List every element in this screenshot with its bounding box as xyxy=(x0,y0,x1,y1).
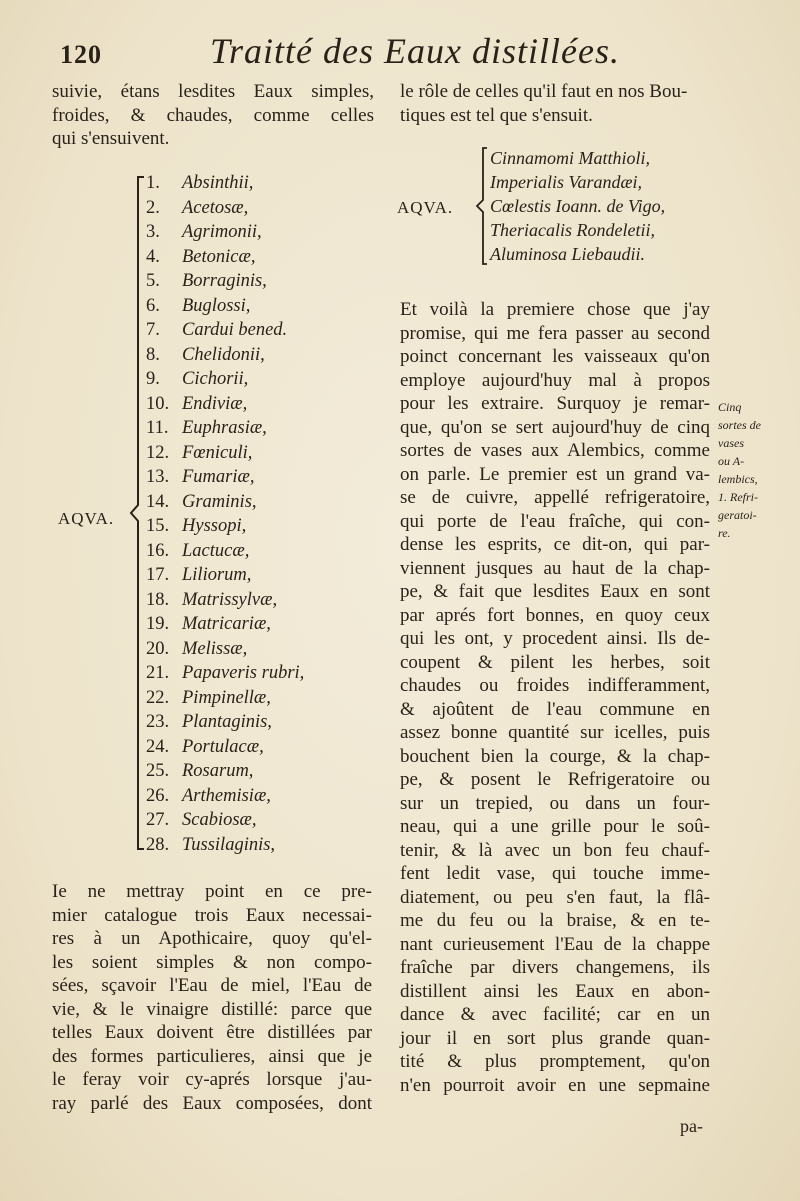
list-item xyxy=(146,637,386,662)
list-item xyxy=(146,563,386,588)
text-line: neau, qui a une grille pour le soû- xyxy=(400,816,710,837)
brace-icon xyxy=(128,175,146,851)
margin-note-line: ou A- xyxy=(718,454,745,468)
text-line: fent ledit vase, qui touche imme- xyxy=(400,863,710,884)
item-name: Fœniculi, xyxy=(182,442,253,463)
item-number: 11. xyxy=(146,418,169,438)
item-name: Portulacæ, xyxy=(182,736,264,757)
item-number: 24. xyxy=(146,736,170,757)
margin-note-line: Cinq xyxy=(718,400,742,414)
item-name: Lactucæ, xyxy=(182,540,250,561)
text-line: suivie, étans lesdites Eaux simples, xyxy=(52,81,374,102)
item-number: 10. xyxy=(146,393,170,414)
list-items xyxy=(146,171,386,857)
text-line: le feray voir cy-aprés lorsque j'au- xyxy=(52,1069,372,1090)
item-number: 25. xyxy=(146,761,170,781)
list-item xyxy=(146,588,386,613)
text-line: poinct concernant les vaisseaux qu'on xyxy=(400,346,710,367)
left-intro xyxy=(52,80,374,151)
item-number: 12. xyxy=(146,442,170,463)
text-line: froides, & chaudes, comme celles xyxy=(52,104,374,126)
item-name: Absinthii, xyxy=(182,173,254,193)
item-name: Endiviæ, xyxy=(182,393,248,414)
right-body-text xyxy=(400,298,710,1097)
text-line: dance & avec facilité; car en un xyxy=(400,1004,710,1025)
text-line: se de cuivre, appellé refrigeratoire, xyxy=(400,487,710,508)
formula-item: Theriacalis Rondeletii, xyxy=(490,220,655,240)
running-title: Traitté des Eaux distillées. xyxy=(210,31,620,71)
text-line: chaudes ou froides indifferamment, xyxy=(400,675,710,696)
right-intro xyxy=(400,80,712,127)
text-line: vie, & le vinaigre distillé: parce que xyxy=(52,998,372,1020)
list-item xyxy=(146,441,386,466)
text-line: mier catalogue trois Eaux necessai- xyxy=(52,904,372,926)
item-number: 22. xyxy=(146,687,170,708)
page-number: 120 xyxy=(60,40,102,69)
text-line: qui les ont, y procedent ainsi. Ils de- xyxy=(400,628,710,649)
item-number: 21. xyxy=(146,663,170,683)
list-item xyxy=(146,416,386,441)
aqua-label: AQVA. xyxy=(58,509,115,528)
formula-label: AQVA. xyxy=(397,198,454,217)
item-number: 28. xyxy=(146,834,170,855)
item-number: 9. xyxy=(146,369,160,389)
aqua-formula xyxy=(395,146,715,268)
item-name: Euphrasiæ, xyxy=(182,418,267,438)
item-number: 14. xyxy=(146,491,170,512)
text-line: n'en pourroit avoir en une sepmaine xyxy=(400,1074,710,1096)
margin-note-line: lembics, xyxy=(718,472,758,486)
item-name: Agrimonii, xyxy=(182,222,262,242)
item-name: Matricariæ, xyxy=(182,614,271,634)
catchword: pa- xyxy=(680,1116,703,1136)
list-item xyxy=(146,539,386,564)
formula-item: Imperialis Varandæi, xyxy=(490,172,643,192)
formula-item: Cinnamomi Matthioli, xyxy=(490,148,651,168)
list-item xyxy=(146,245,386,270)
text-line: me du feu ou la braise, & en te- xyxy=(400,910,710,931)
text-line: pe, & posent le Refrigeratoire ou xyxy=(400,769,710,790)
item-name: Rosarum, xyxy=(182,761,254,781)
text-line: coupent & pilent les herbes, soit xyxy=(400,651,710,673)
page-header xyxy=(0,28,800,72)
item-number: 13. xyxy=(146,467,170,487)
item-name: Chelidonii, xyxy=(182,344,265,365)
text-line: les soient simples & non compo- xyxy=(52,951,372,973)
list-item xyxy=(146,465,386,490)
item-name: Graminis, xyxy=(182,491,257,512)
text-line: employe aujourd'huy mal à propos xyxy=(400,369,710,391)
item-number: 20. xyxy=(146,638,170,659)
item-name: Arthemisiæ, xyxy=(182,785,271,806)
margin-note-line: geratoi- xyxy=(718,508,757,522)
item-name: Betonicæ, xyxy=(182,246,256,267)
text-line: telles Eaux doivent être distillées par xyxy=(52,1022,372,1043)
list-item xyxy=(146,833,386,858)
list-item xyxy=(146,661,386,686)
list-item xyxy=(146,220,386,245)
item-number: 7. xyxy=(146,320,160,340)
formula-item: Cœlestis Ioann. de Vigo, xyxy=(490,196,666,216)
item-name: Tussilaginis, xyxy=(182,834,276,855)
left-after-text xyxy=(52,880,372,1115)
item-number: 6. xyxy=(146,295,160,316)
text-line: assez bonne quantité sur icelles, puis xyxy=(400,722,710,743)
item-name: Plantaginis, xyxy=(182,712,272,732)
item-name: Hyssopi, xyxy=(182,516,247,536)
list-item xyxy=(146,294,386,319)
text-line: res à un Apothicaire, quoy qu'el- xyxy=(52,928,372,949)
text-line: promise, qui me fera passer au second xyxy=(400,322,710,344)
item-name: Papaveris rubri, xyxy=(182,663,305,683)
item-number: 18. xyxy=(146,589,170,610)
item-number: 4. xyxy=(146,246,160,267)
item-number: 19. xyxy=(146,614,170,634)
text-line: jour il en sort plus grande quan- xyxy=(400,1027,710,1049)
list-item xyxy=(146,612,386,637)
item-name: Melissæ, xyxy=(182,638,248,659)
item-name: Buglossi, xyxy=(182,295,251,316)
text-line: dense les esprits, ce dit-on, qui par- xyxy=(400,534,710,555)
aqua-list xyxy=(52,171,372,861)
list-item xyxy=(146,367,386,392)
item-number: 16. xyxy=(146,540,170,561)
text-line: pour les extraire. Surquoy je remar- xyxy=(400,393,710,414)
list-item xyxy=(146,196,386,221)
text-line: fraîche par divers changemens, ils xyxy=(400,957,710,978)
item-number: 23. xyxy=(146,712,170,732)
item-number: 2. xyxy=(146,197,160,218)
formula-item: Aluminosa Liebaudii. xyxy=(490,244,646,264)
item-number: 5. xyxy=(146,271,160,291)
text-line: le rôle de celles qu'il faut en nos Bou- xyxy=(400,81,688,102)
item-number: 26. xyxy=(146,785,170,806)
brace-icon xyxy=(475,146,489,266)
item-name: Scabiosæ, xyxy=(182,810,257,830)
list-item xyxy=(146,759,386,784)
text-line: viennent jusques au haut de la chap- xyxy=(400,557,710,579)
text-line: tenir, & là avec un bon feu chauf- xyxy=(400,839,710,861)
item-number: 1. xyxy=(146,173,160,193)
item-name: Pimpinellæ, xyxy=(182,687,271,708)
margin-note-line: sortes de xyxy=(718,418,761,432)
text-line: & ajoûtent de l'eau commune en xyxy=(400,698,710,720)
item-name: Liliorum, xyxy=(182,565,252,585)
text-line: diatement, ou peu s'en faut, la flâ- xyxy=(400,886,710,908)
margin-note-line: re. xyxy=(718,526,731,540)
list-item xyxy=(146,392,386,417)
list-item xyxy=(146,784,386,809)
item-name: Acetosæ, xyxy=(182,197,249,218)
item-name: Borraginis, xyxy=(182,271,267,291)
text-line: Et voilà la premiere chose que j'ay xyxy=(400,299,710,320)
item-name: Matrissylvæ, xyxy=(182,589,278,610)
list-item xyxy=(146,735,386,760)
text-line: sur un trepied, ou dans un four- xyxy=(400,792,710,814)
item-number: 3. xyxy=(146,222,160,242)
item-number: 15. xyxy=(146,516,170,536)
item-number: 27. xyxy=(146,810,170,830)
list-item xyxy=(146,710,386,735)
list-item xyxy=(146,490,386,515)
margin-note-line: vases xyxy=(718,436,744,450)
formula-items xyxy=(490,146,665,266)
text-line: sortes de vases aux Alembics, comme xyxy=(400,440,710,461)
text-line: qui porte de l'eau fraîche, qui con- xyxy=(400,510,710,532)
text-line: nant curieusement l'Eau de la chappe xyxy=(400,933,710,955)
text-line: sées, sçavoir l'Eau de miel, l'Eau de xyxy=(52,975,372,996)
list-item xyxy=(146,514,386,539)
text-line: distillent ainsi les Eaux en abon- xyxy=(400,980,710,1002)
text-line: Ie ne mettray point en ce pre- xyxy=(52,881,372,902)
text-line: que, qu'on se sert aujourd'huy de cinq xyxy=(400,416,710,438)
text-line: ray parlé des Eaux composées, dont xyxy=(52,1092,372,1114)
text-line: des formes particulieres, ainsi que je xyxy=(52,1045,372,1067)
text-line: qui s'ensuivent. xyxy=(52,128,170,149)
text-line: tiques est tel que s'ensuit. xyxy=(400,104,593,126)
item-number: 8. xyxy=(146,344,160,365)
margin-note-line: 1. Refri- xyxy=(718,490,758,504)
list-item xyxy=(146,269,386,294)
text-line: tité & plus promptement, qu'on xyxy=(400,1051,710,1072)
item-name: Fumariæ, xyxy=(182,467,255,487)
text-line: on parle. Le premier est un grand va- xyxy=(400,463,710,485)
list-item xyxy=(146,171,386,196)
text-line: par aprés fort bonnes, en quoy ceux xyxy=(400,604,710,626)
text-line: pe, & fait que lesdites Eaux en sont xyxy=(400,581,710,602)
list-item xyxy=(146,686,386,711)
list-item xyxy=(146,808,386,833)
item-name: Cichorii, xyxy=(182,369,249,389)
margin-note xyxy=(718,398,790,542)
list-item xyxy=(146,318,386,343)
list-item xyxy=(146,343,386,368)
text-line: bouchent bien la courge, & la chap- xyxy=(400,745,710,767)
item-name: Cardui bened. xyxy=(182,320,288,340)
item-number: 17. xyxy=(146,565,170,585)
